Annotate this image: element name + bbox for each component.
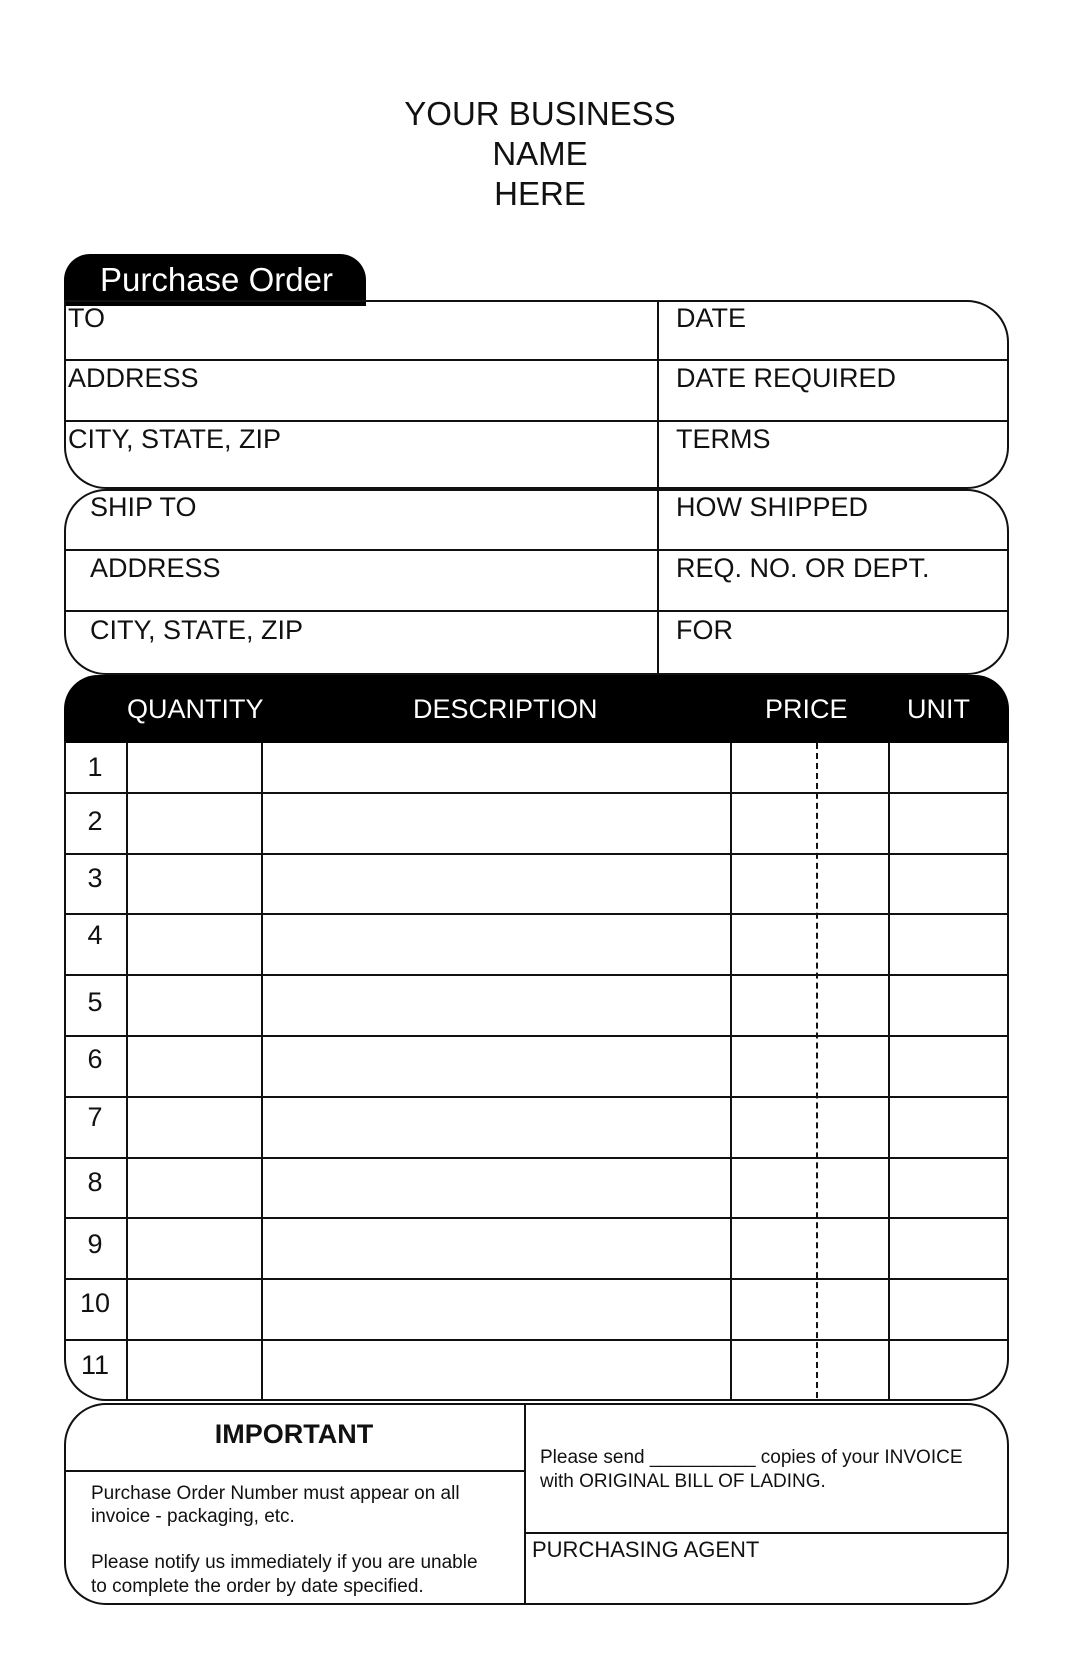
vendor-row-line — [64, 420, 1009, 422]
items-table-header — [64, 675, 1009, 743]
row-number: 5 — [87, 987, 103, 1017]
important-title-line — [64, 1470, 525, 1472]
row-number: 7 — [87, 1102, 103, 1132]
items-col-line — [261, 743, 263, 1401]
business-name-line3: HERE — [494, 175, 586, 212]
vendor-row-line — [64, 359, 1009, 361]
vendor-divider — [657, 300, 659, 489]
shipping-divider — [657, 489, 659, 675]
price-cents-divider — [816, 743, 818, 1398]
ship-address-field[interactable]: ADDRESS — [90, 553, 221, 583]
for-field[interactable]: FOR — [676, 615, 733, 645]
purchasing-agent-field[interactable]: PURCHASING AGENT — [532, 1537, 760, 1562]
req-no-dept-field[interactable]: REQ. NO. OR DEPT. — [676, 553, 930, 583]
ship-city-state-zip-field[interactable]: CITY, STATE, ZIP — [90, 615, 304, 645]
date-field[interactable]: DATE — [676, 303, 747, 333]
table-row-line — [64, 853, 1009, 855]
table-row-line — [64, 792, 1009, 794]
row-number: 2 — [87, 806, 103, 836]
table-row-line — [64, 1278, 1009, 1280]
table-row-line — [64, 974, 1009, 976]
city-state-zip-field[interactable]: CITY, STATE, ZIP — [68, 424, 282, 454]
table-row-line — [64, 1339, 1009, 1341]
row-number: 8 — [87, 1167, 103, 1197]
items-table-body — [64, 741, 1009, 1401]
shipping-row-line — [64, 610, 1009, 612]
invoice-copies-line2: with ORIGINAL BILL OF LADING. — [540, 1471, 826, 1492]
table-row-line — [64, 1217, 1009, 1219]
date-required-field[interactable]: DATE REQUIRED — [676, 363, 897, 393]
important-note1-line1: Purchase Order Number must appear on all — [91, 1483, 460, 1504]
important-note2-line2: to complete the order by date specified. — [91, 1576, 424, 1597]
table-row-line — [64, 913, 1009, 915]
row-number: 11 — [80, 1350, 110, 1380]
table-row-line — [64, 1096, 1009, 1098]
terms-field[interactable]: TERMS — [676, 424, 771, 454]
row-number: 9 — [87, 1229, 103, 1259]
important-heading: IMPORTANT — [214, 1419, 374, 1449]
form-title-tab: Purchase Order — [64, 254, 366, 306]
items-col-line — [888, 743, 890, 1401]
address-field[interactable]: ADDRESS — [68, 363, 199, 393]
items-col-line — [126, 743, 128, 1401]
unit-column-header: UNIT — [907, 694, 970, 724]
ship-to-field[interactable]: SHIP TO — [90, 492, 197, 522]
to-field[interactable]: TO — [68, 303, 106, 333]
items-col-line — [730, 743, 732, 1401]
important-note1-line2: invoice - packaging, etc. — [91, 1506, 295, 1527]
business-name-line1: YOUR BUSINESS — [404, 95, 676, 132]
table-row-line — [64, 1157, 1009, 1159]
row-number: 6 — [87, 1044, 103, 1074]
table-row-line — [64, 1035, 1009, 1037]
how-shipped-field[interactable]: HOW SHIPPED — [676, 492, 869, 522]
invoice-copies-line1[interactable]: Please send __________ copies of your INVOICE — [540, 1447, 963, 1468]
row-number: 1 — [87, 752, 103, 782]
price-column-header: PRICE — [765, 694, 848, 724]
important-note2-line1: Please notify us immediately if you are unable — [91, 1552, 478, 1573]
shipping-row-line — [64, 549, 1009, 551]
business-name — [0, 94, 1080, 214]
row-number: 10 — [79, 1288, 111, 1318]
agent-line — [524, 1532, 1009, 1534]
description-column-header: DESCRIPTION — [413, 694, 598, 724]
business-name-line2: NAME — [492, 135, 588, 172]
row-number: 4 — [87, 920, 103, 950]
quantity-column-header: QUANTITY — [127, 694, 264, 724]
row-number: 3 — [87, 863, 103, 893]
footer-divider — [524, 1403, 526, 1605]
vendor-box — [64, 300, 1009, 489]
